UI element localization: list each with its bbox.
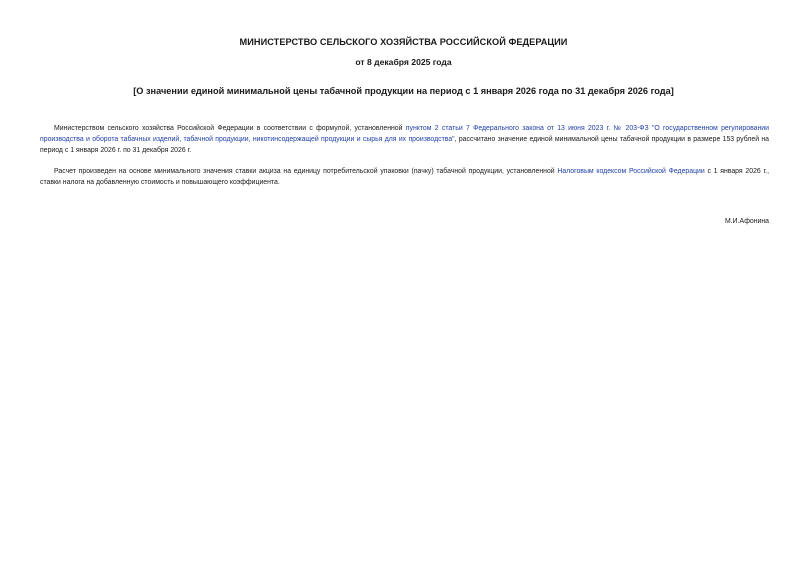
- paragraph-2-text-end: с 1 января 2026 г., ставки налога на добавленную стоимость и повышающего коэффициента.: [40, 168, 769, 186]
- paragraph-2-text-start: Расчет произведен на основе минимального значения ставки акциза на единицу потребительской упаковки (пачку) табачной продукции, установленной: [54, 168, 558, 175]
- tax-code-link[interactable]: Налоговым кодексом Российской Федерации: [557, 168, 705, 175]
- paragraph-1: [40, 123, 769, 156]
- document-date: от 8 декабря 2025 года: [355, 57, 452, 67]
- paragraph-1-text-end: , рассчитано значение единой минимальной цены табачной продукции в размере 153 рублей на период с 1 января 2026 г. по 31 декабря 2026 г.: [40, 136, 769, 154]
- paragraph-2: [40, 166, 769, 188]
- ministry-name: МИНИСТЕРСТВО СЕЛЬСКОГО ХОЗЯЙСТВА РОССИЙСКОЙ ФЕДЕРАЦИИ: [239, 37, 568, 47]
- signature: М.И.Афонина: [725, 218, 769, 225]
- federal-law-link[interactable]: пунктом 2 статьи 7 Федерального закона от 13 июня 2023 г. № 203-ФЗ "О государственном регулировании производства и оборота табачных изделий, табачной продукции, никотинсодержащей продукции и сырья для их производства": [40, 125, 769, 143]
- paragraph-1-text-start: Министерством сельского хозяйства Российской Федерации в соответствии с формулой, установленной: [54, 125, 406, 132]
- document-title: [О значении единой минимальной цены табачной продукции на период с 1 января 2026 года по 31 декабря 2026 года]: [133, 86, 674, 96]
